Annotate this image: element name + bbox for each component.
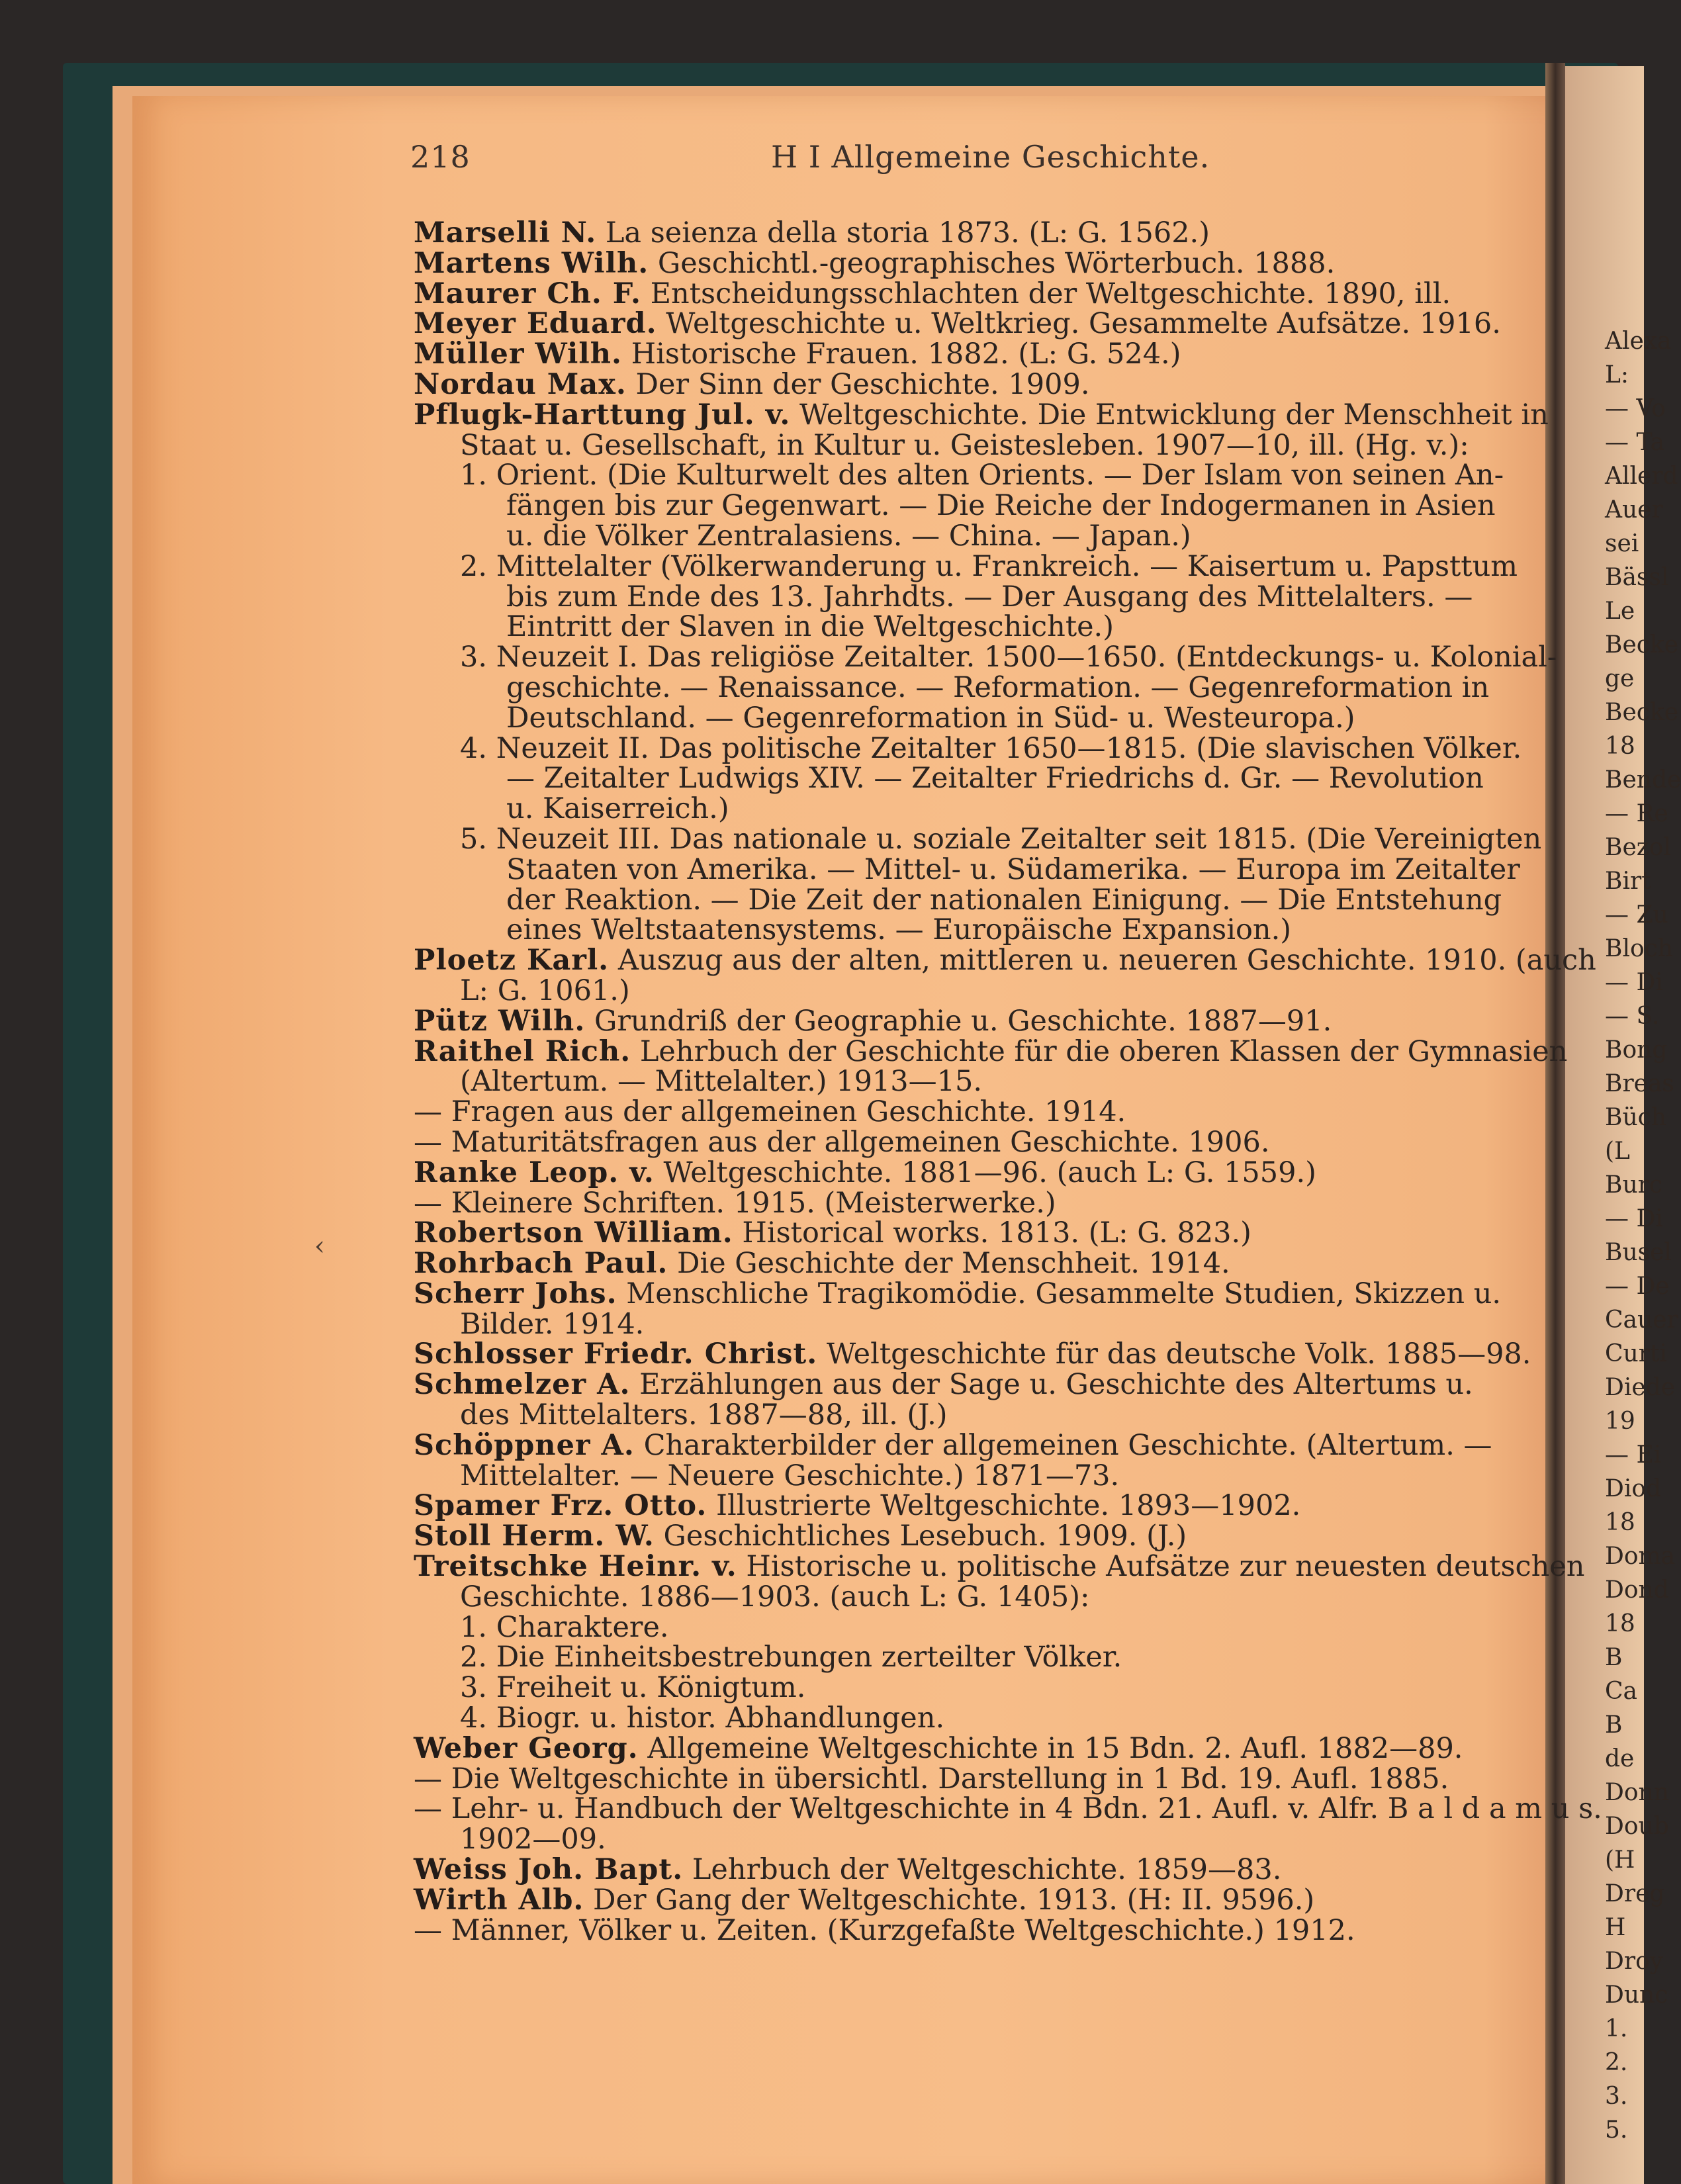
bibliography-line bbox=[414, 1249, 1552, 1279]
right-page-fragment: Bezol bbox=[1605, 834, 1671, 861]
bibliography-line bbox=[414, 1855, 1552, 1886]
entry-text: Erzählungen aus der Sage u. Geschichte des Altertums u. bbox=[630, 1368, 1473, 1402]
entry-text: Menschliche Tragikomödie. Gesammelte Studien, Skizzen u. bbox=[617, 1277, 1502, 1310]
right-page-fragment: 3. bbox=[1605, 2083, 1628, 2110]
right-page-fragment: Doma bbox=[1605, 1543, 1676, 1570]
bibliography-line bbox=[414, 1582, 1552, 1613]
author-name: Schmelzer A. bbox=[414, 1368, 631, 1402]
entry-text: Geschichtliches Lesebuch. 1909. (J.) bbox=[654, 1520, 1187, 1553]
right-page-fragment: — Di bbox=[1605, 969, 1663, 996]
bibliography-line bbox=[414, 1731, 1552, 1765]
bibliography-line bbox=[414, 915, 1552, 946]
author-name: Marselli N. bbox=[414, 216, 597, 250]
right-page-fragment: — De bbox=[1605, 1273, 1670, 1300]
right-page-fragment: Bende bbox=[1605, 766, 1681, 794]
author-name: Stoll Herm. W. bbox=[414, 1520, 655, 1553]
entry-text: 5. Neuzeit III. Das nationale u. soziale Zeitalter seit 1815. (Die Vereinigten bbox=[460, 822, 1542, 856]
right-page-fragment: H bbox=[1605, 1914, 1626, 1941]
entry-text: — Männer, Völker u. Zeiten. (Kurzgefaßte Weltgeschichte.) 1912. bbox=[414, 1913, 1355, 1947]
bibliography-line bbox=[414, 976, 1552, 1007]
entry-text: Auszug aus der alten, mittleren u. neueren Geschichte. 1910. (auch bbox=[609, 944, 1596, 978]
right-page-fragment: B bbox=[1605, 1711, 1623, 1739]
author-name: Scherr Johs. bbox=[414, 1277, 617, 1310]
bibliography-line bbox=[414, 1704, 1552, 1734]
entry-text: Der Gang der Weltgeschichte. 1913. (H: II. 9596.) bbox=[584, 1883, 1315, 1917]
entry-text: Lehrbuch der Weltgeschichte. 1859—83. bbox=[683, 1853, 1282, 1887]
right-page bbox=[1565, 66, 1681, 2184]
bibliography-line bbox=[414, 218, 1552, 249]
author-name: Treitschke Heinr. v. bbox=[414, 1550, 737, 1584]
entry-text: Der Sinn der Geschichte. 1909. bbox=[626, 367, 1090, 401]
right-page-fragment: Allerd bbox=[1605, 463, 1678, 490]
entry-text: Historische Frauen. 1882. (L: G. 524.) bbox=[621, 338, 1181, 371]
entry-text: Weltgeschichte. Die Entwicklung der Menschheit in bbox=[790, 398, 1549, 432]
right-page-fragment: Burc bbox=[1605, 1171, 1663, 1199]
author-name: Ranke Leop. v. bbox=[414, 1156, 655, 1189]
entry-text: Weltgeschichte für das deutsche Volk. 1885—98. bbox=[817, 1338, 1531, 1371]
right-page-fragment: Dreg bbox=[1605, 1880, 1665, 1907]
author-name: Weiss Joh. Bapt. bbox=[414, 1853, 684, 1887]
bibliography-line bbox=[414, 519, 1552, 553]
bibliography-line bbox=[414, 428, 1552, 462]
right-page-fragment: sei bbox=[1605, 530, 1639, 557]
bibliography-line bbox=[414, 367, 1552, 401]
bibliography-line bbox=[414, 1764, 1552, 1795]
author-name: Raithel Rich. bbox=[414, 1034, 631, 1068]
right-page-fragment: Bloch bbox=[1605, 935, 1673, 962]
bibliography-line bbox=[414, 1370, 1552, 1400]
bibliography-line bbox=[414, 1428, 1552, 1462]
right-page-fragment: B bbox=[1605, 1644, 1623, 1671]
entry-text: Eintritt der Slaven in die Weltgeschichte.) bbox=[506, 610, 1114, 644]
bibliography-line bbox=[414, 1067, 1552, 1097]
bibliography-line bbox=[414, 1218, 1552, 1249]
right-page-fragment: L: bbox=[1605, 361, 1629, 388]
bibliography-line bbox=[414, 794, 1552, 825]
bibliography-line bbox=[414, 340, 1552, 370]
right-page-fragment: Diede bbox=[1605, 1374, 1676, 1401]
right-page-fragment: 5. bbox=[1605, 2116, 1628, 2144]
author-name: Rohrbach Paul. bbox=[414, 1247, 668, 1281]
entry-text: La seienza della storia 1873. (L: G. 1562.) bbox=[596, 216, 1210, 250]
entry-text: Deutschland. — Gegenreformation in Süd- u. Westeuropa.) bbox=[506, 701, 1355, 735]
bibliography-line bbox=[414, 1097, 1552, 1128]
author-name: Maurer Ch. F. bbox=[414, 277, 641, 310]
right-page-fragment: — S. bbox=[1605, 1003, 1660, 1030]
right-page-fragment: 19 bbox=[1605, 1408, 1635, 1435]
bibliography-line bbox=[414, 1400, 1552, 1431]
right-page-fragment: 18 bbox=[1605, 1610, 1635, 1637]
entry-text: Entscheidungsschlachten der Weltgeschichte. 1890, ill. bbox=[641, 277, 1451, 310]
right-page-fragment: — Ta bbox=[1605, 429, 1665, 456]
bibliography-line bbox=[414, 612, 1552, 643]
bibliography-line bbox=[414, 461, 1552, 491]
right-page-fragment: Bässl bbox=[1605, 564, 1669, 591]
right-page-fragment: Droy bbox=[1605, 1948, 1664, 1975]
entry-text: des Mittelalters. 1887—88, ill. (J.) bbox=[460, 1398, 948, 1432]
right-page-fragment: 2. bbox=[1605, 2049, 1628, 2076]
bibliography-line bbox=[414, 1186, 1552, 1220]
bibliography-line bbox=[414, 1673, 1552, 1704]
bibliography-line bbox=[414, 1158, 1552, 1189]
bibliography-line bbox=[414, 852, 1552, 886]
right-page-fragment: Büch bbox=[1605, 1104, 1666, 1131]
bibliography-line bbox=[414, 582, 1552, 613]
bibliography-line bbox=[414, 549, 1552, 583]
bibliography-list bbox=[414, 216, 1602, 1947]
right-page-fragment: Cauer bbox=[1605, 1306, 1678, 1334]
author-name: Pütz Wilh. bbox=[414, 1004, 586, 1038]
bibliography-line bbox=[414, 1307, 1552, 1341]
bibliography-line bbox=[414, 1340, 1552, 1370]
right-page-fragment: — Di bbox=[1605, 1205, 1663, 1232]
bibliography-line bbox=[414, 246, 1552, 280]
right-page-fragment: Alexa bbox=[1605, 328, 1672, 355]
bibliography-line bbox=[414, 1825, 1552, 1855]
entry-text: Allgemeine Weltgeschichte in 15 Bdn. 2. Aufl. 1882—89. bbox=[638, 1731, 1463, 1765]
entry-text: — Die Weltgeschichte in übersichtl. Darstellung in 1 Bd. 19. Aufl. 1885. bbox=[414, 1762, 1449, 1796]
bibliography-line bbox=[414, 701, 1552, 735]
bibliography-line bbox=[414, 1792, 1602, 1826]
author-name: Weber Georg. bbox=[414, 1731, 639, 1765]
bibliography-line bbox=[414, 1610, 1552, 1644]
entry-text: (Altertum. — Mittelalter.) 1913—15. bbox=[460, 1065, 983, 1099]
right-page-fragment: (H bbox=[1605, 1846, 1635, 1874]
bibliography-line bbox=[414, 1461, 1552, 1492]
bibliography-line bbox=[414, 1883, 1552, 1917]
author-name: Wirth Alb. bbox=[414, 1883, 584, 1917]
entry-text: Mittelalter. — Neuere Geschichte.) 1871—73. bbox=[460, 1459, 1120, 1492]
right-page-fragment: Birt bbox=[1605, 868, 1651, 895]
right-page-fragment: Le bbox=[1605, 598, 1635, 625]
bibliography-line bbox=[414, 670, 1552, 704]
entry-text: Lehrbuch der Geschichte für die oberen Klassen der Gymnasien bbox=[631, 1034, 1568, 1068]
entry-text: Weltgeschichte. 1881—96. (auch L: G. 1559.) bbox=[654, 1156, 1316, 1189]
author-name: Martens Wilh. bbox=[414, 246, 649, 280]
right-page-fragment: ge bbox=[1605, 665, 1635, 692]
bibliography-line bbox=[414, 822, 1552, 856]
right-page-fragment: Dunc bbox=[1605, 1981, 1668, 2009]
entry-text: — Lehr- u. Handbuch der Weltgeschichte in 4 Bdn. 21. Aufl. v. Alfr. B a l d a m u s. bbox=[414, 1792, 1602, 1826]
right-page-fragment: Bong bbox=[1605, 1036, 1668, 1064]
author-name: Spamer Frz. Otto. bbox=[414, 1489, 707, 1523]
bibliography-line bbox=[414, 279, 1552, 310]
entry-text: Staat u. Gesellschaft, in Kultur u. Geistesleben. 1907—10, ill. (Hg. v.): bbox=[460, 428, 1469, 462]
right-page-fragment: Diod bbox=[1605, 1475, 1662, 1502]
entry-text: 3. Freiheit u. Königtum. bbox=[460, 1671, 806, 1705]
bibliography-line bbox=[414, 944, 1596, 978]
entry-text: 3. Neuzeit I. Das religiöse Zeitalter. 1500—1650. (Entdeckungs- u. Kolonial- bbox=[460, 641, 1557, 674]
bibliography-line bbox=[414, 1004, 1552, 1038]
right-page-fragment: Busel bbox=[1605, 1239, 1672, 1266]
entry-text: bis zum Ende des 13. Jahrhdts. — Der Ausgang des Mittelalters. — bbox=[506, 580, 1473, 614]
right-page-fragment: Auer bbox=[1605, 496, 1663, 523]
bibliography-line bbox=[414, 731, 1552, 765]
right-page-fragment: Dond bbox=[1605, 1576, 1669, 1604]
right-page-fragment: — Re bbox=[1605, 800, 1668, 827]
page-number: 218 bbox=[410, 139, 471, 175]
bibliography-line bbox=[414, 1491, 1552, 1522]
entry-text: eines Weltstaatensystems. — Europäische Expansion.) bbox=[506, 913, 1292, 947]
right-page-fragment: Curti bbox=[1605, 1340, 1667, 1367]
right-page-fragment: 18 bbox=[1605, 733, 1635, 760]
entry-text: 1902—09. bbox=[460, 1823, 606, 1856]
bibliography-line bbox=[414, 883, 1552, 917]
entry-text: — Maturitätsfragen aus der allgemeinen Geschichte. 1906. bbox=[414, 1125, 1270, 1159]
entry-text: Illustrierte Weltgeschichte. 1893—1902. bbox=[707, 1489, 1301, 1523]
entry-text: L: G. 1061.) bbox=[460, 974, 630, 1007]
entry-text: Staaten von Amerika. — Mittel- u. Südamerika. — Europa im Zeitalter bbox=[506, 852, 1520, 886]
entry-text: Die Geschichte der Menschheit. 1914. bbox=[668, 1247, 1230, 1281]
entry-text: 4. Neuzeit II. Das politische Zeitalter 1650—1815. (Die slavischen Völker. bbox=[460, 731, 1522, 765]
entry-text: Grundriß der Geographie u. Geschichte. 1887—91. bbox=[585, 1004, 1332, 1038]
bibliography-line bbox=[414, 309, 1552, 340]
author-name: Meyer Eduard. bbox=[414, 307, 657, 341]
bibliography-line bbox=[414, 1522, 1552, 1552]
right-page-fragment: (L bbox=[1605, 1138, 1630, 1165]
entry-text: 4. Biogr. u. histor. Abhandlungen. bbox=[460, 1702, 945, 1735]
right-page-fragment: Ca bbox=[1605, 1678, 1638, 1705]
author-name: Schöppner A. bbox=[414, 1428, 635, 1462]
right-page-fragment: 1. bbox=[1605, 2015, 1628, 2042]
right-page-fragment: Becke bbox=[1605, 699, 1679, 726]
entry-text: Weltgeschichte u. Weltkrieg. Gesammelte Aufsätze. 1916. bbox=[657, 307, 1501, 341]
author-name: Pflugk-Harttung Jul. v. bbox=[414, 398, 791, 432]
bibliography-line bbox=[414, 1913, 1552, 1947]
entry-text: 2. Die Einheitsbestrebungen zerteilter Völker. bbox=[460, 1641, 1122, 1674]
margin-mark: ‹ bbox=[314, 1231, 325, 1261]
entry-text: Historical works. 1813. (L: G. 823.) bbox=[733, 1216, 1251, 1250]
right-page-fragment: Breas bbox=[1605, 1070, 1674, 1097]
right-page-fragment: Doub bbox=[1605, 1813, 1669, 1840]
right-page-fragment: Donn bbox=[1605, 1779, 1669, 1806]
bibliography-line bbox=[414, 1034, 1568, 1068]
author-name: Müller Wilh. bbox=[414, 338, 622, 371]
bibliography-line bbox=[414, 764, 1552, 794]
entry-text: der Reaktion. — Die Zeit der nationalen Einigung. — Die Entstehung bbox=[506, 883, 1502, 917]
right-page-fragment: — Ei bbox=[1605, 1441, 1662, 1469]
entry-text: — Kleinere Schriften. 1915. (Meisterwerke.) bbox=[414, 1186, 1056, 1220]
entry-text: Historische u. politische Aufsätze zur neuesten deutschen bbox=[737, 1550, 1585, 1584]
entry-text: Geschichtl.-geographisches Wörterbuch. 1888. bbox=[649, 246, 1336, 280]
bibliography-line bbox=[414, 1643, 1552, 1673]
entry-text: — Zeitalter Ludwigs XIV. — Zeitalter Friedrichs d. Gr. — Revolution bbox=[506, 762, 1484, 796]
author-name: Ploetz Karl. bbox=[414, 944, 610, 978]
right-page-fragment: Becke bbox=[1605, 631, 1679, 659]
right-page-fragment: — Zu bbox=[1605, 901, 1668, 929]
bibliography-line bbox=[414, 1279, 1552, 1310]
bibliography-line bbox=[414, 1550, 1585, 1584]
entry-text: fängen bis zur Gegenwart. — Die Reiche der Indogermanen in Asien bbox=[506, 489, 1496, 523]
bibliography-line bbox=[414, 641, 1557, 674]
right-page-fragment: — Vo bbox=[1605, 395, 1666, 422]
entry-text: Geschichte. 1886—1903. (auch L: G. 1405): bbox=[460, 1580, 1090, 1614]
bibliography-line bbox=[414, 491, 1552, 522]
entry-text: 2. Mittelalter (Völkerwanderung u. Frankreich. — Kaisertum u. Papsttum bbox=[460, 549, 1518, 583]
author-name: Nordau Max. bbox=[414, 367, 627, 401]
entry-text: geschichte. — Renaissance. — Reformation. — Gegenreformation in bbox=[506, 670, 1490, 704]
entry-text: u. Kaiserreich.) bbox=[506, 792, 729, 826]
right-page-fragment: de bbox=[1605, 1745, 1635, 1772]
entry-text: u. die Völker Zentralasiens. — China. — Japan.) bbox=[506, 519, 1191, 553]
entry-text: 1. Charaktere. bbox=[460, 1610, 669, 1644]
entry-text: Charakterbilder der allgemeinen Geschichte. (Altertum. — bbox=[634, 1428, 1492, 1462]
running-title: H I Allgemeine Geschichte. bbox=[771, 139, 1210, 175]
entry-text: — Fragen aus der allgemeinen Geschichte. 1914. bbox=[414, 1095, 1126, 1129]
entry-text: 1. Orient. (Die Kulturwelt des alten Orients. — Der Islam von seinen An- bbox=[460, 459, 1504, 492]
bibliography-line bbox=[414, 1125, 1552, 1159]
right-page-fragment: 18 bbox=[1605, 1509, 1635, 1536]
author-name: Schlosser Friedr. Christ. bbox=[414, 1338, 818, 1371]
entry-text: Bilder. 1914. bbox=[460, 1307, 645, 1341]
bibliography-line bbox=[414, 400, 1552, 431]
author-name: Robertson William. bbox=[414, 1216, 733, 1250]
